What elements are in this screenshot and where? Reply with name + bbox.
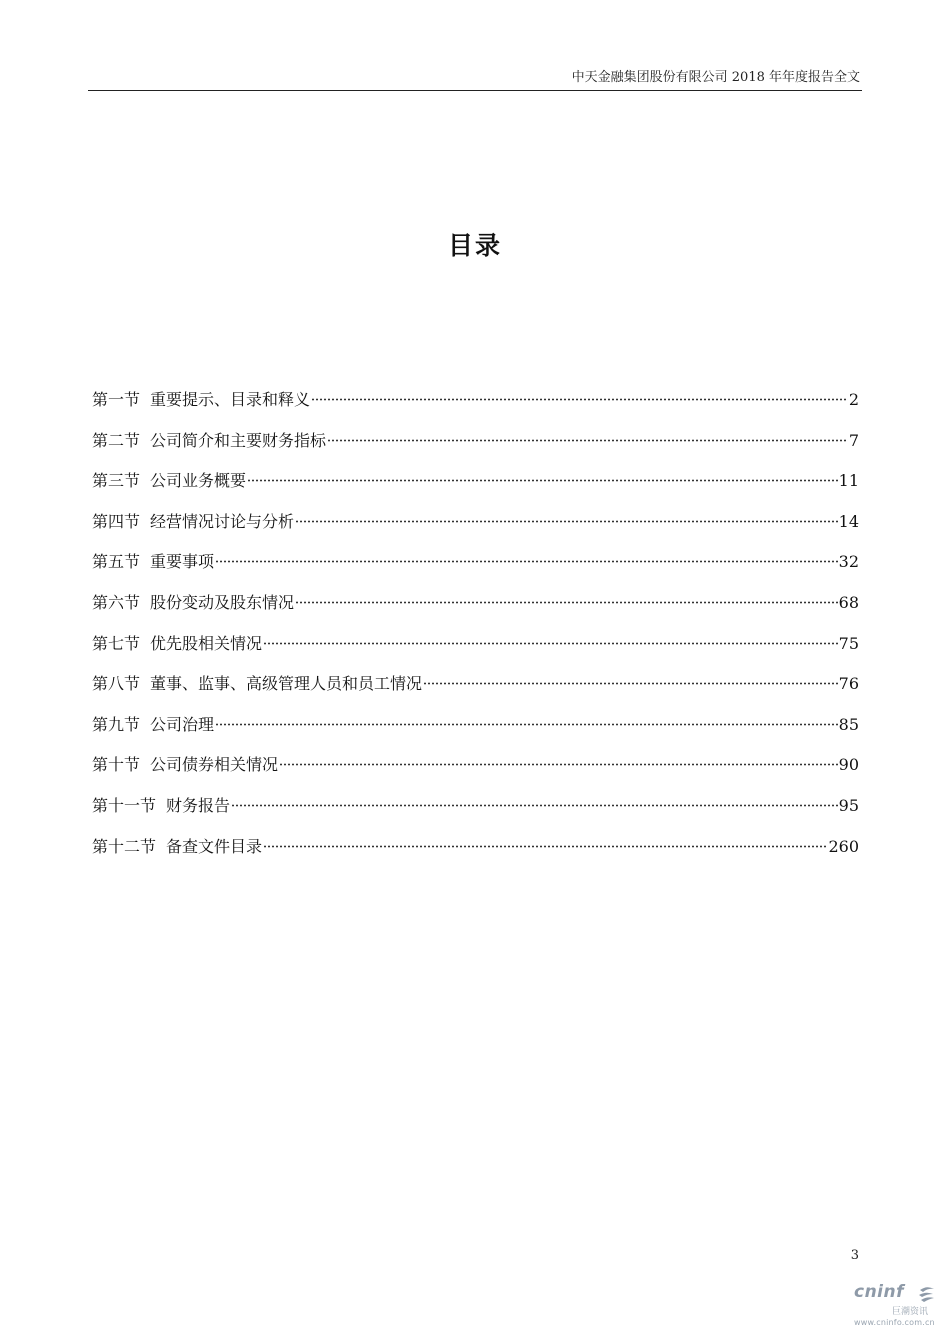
- watermark-cn-name: 巨潮资讯: [892, 1307, 929, 1317]
- toc-page-number: 75: [838, 633, 859, 653]
- toc-page-number: 7: [848, 430, 859, 450]
- toc-dot-leader: [311, 398, 848, 401]
- toc-page-number: 90: [838, 755, 859, 775]
- toc-page-number: 11: [838, 471, 859, 491]
- toc-entry[interactable]: [92, 386, 859, 427]
- toc-section-number: 第十二节: [92, 836, 157, 856]
- toc-page-number: 260: [828, 836, 859, 856]
- toc-page-number: 76: [838, 674, 859, 694]
- toc-entry[interactable]: [92, 630, 859, 671]
- toc-dot-leader: [263, 845, 827, 848]
- toc-section-number: 第四节: [92, 511, 141, 531]
- toc-section-number: 第七节: [92, 633, 141, 653]
- toc-section-title: 公司简介和主要财务指标: [150, 430, 327, 450]
- footer-page-number: 3: [850, 1248, 859, 1263]
- toc-entry[interactable]: [92, 711, 859, 752]
- toc-page-number: 85: [838, 714, 859, 734]
- toc-section-number: 第一节: [92, 390, 141, 409]
- toc-dot-leader: [423, 682, 838, 685]
- toc-section-title: 备查文件目录: [166, 836, 263, 856]
- page-title: 目录: [447, 231, 502, 260]
- toc-dot-leader: [295, 601, 838, 604]
- cninfo-swirl-icon: [917, 1285, 937, 1303]
- toc-dot-leader: [215, 723, 838, 726]
- toc-dot-leader: [279, 763, 838, 766]
- watermark-logo-text: cninf: [854, 1282, 905, 1302]
- table-of-contents: [92, 386, 859, 873]
- toc-section-number: 第十一节: [92, 795, 157, 815]
- toc-section-number: 第六节: [92, 592, 141, 612]
- header-text: 中天金融集团股份有限公司 2018 年年度报告全文: [571, 70, 860, 85]
- toc-page-number: 2: [848, 390, 859, 409]
- watermark-url: www.cninfo.com.cn: [854, 1318, 935, 1327]
- toc-section-title: 优先股相关情况: [150, 633, 263, 653]
- toc-section-number: 第九节: [92, 714, 141, 734]
- toc-entry[interactable]: [92, 589, 859, 630]
- toc-dot-leader: [215, 560, 838, 563]
- toc-entry[interactable]: [92, 467, 859, 508]
- toc-page-number: 95: [838, 795, 859, 815]
- toc-dot-leader: [247, 479, 838, 482]
- toc-dot-leader: [263, 642, 838, 645]
- page-header: [88, 64, 862, 91]
- toc-entry[interactable]: [92, 670, 859, 711]
- toc-section-title: 董事、监事、高级管理人员和员工情况: [150, 674, 423, 694]
- toc-section-title: 经营情况讨论与分析: [150, 511, 295, 531]
- toc-section-title: 财务报告: [166, 795, 231, 815]
- toc-section-title: 重要事项: [150, 552, 215, 572]
- toc-section-number: 第二节: [92, 430, 141, 450]
- toc-section-number: 第三节: [92, 471, 141, 491]
- toc-section-number: 第十节: [92, 755, 141, 775]
- toc-entry[interactable]: [92, 548, 859, 589]
- toc-section-title: 公司债券相关情况: [150, 755, 279, 775]
- toc-entry[interactable]: [92, 792, 859, 833]
- toc-entry[interactable]: [92, 508, 859, 549]
- toc-page-number: 32: [838, 552, 859, 572]
- toc-dot-leader: [295, 520, 838, 523]
- toc-dot-leader: [327, 439, 848, 442]
- toc-dot-leader: [231, 804, 838, 807]
- toc-section-number: 第五节: [92, 552, 141, 572]
- toc-entry[interactable]: [92, 751, 859, 792]
- toc-page-number: 68: [838, 592, 859, 612]
- toc-section-title: 公司治理: [150, 714, 215, 734]
- cninfo-watermark: [854, 1282, 942, 1334]
- toc-entry[interactable]: [92, 427, 859, 468]
- toc-section-number: 第八节: [92, 674, 141, 694]
- toc-entry[interactable]: [92, 833, 859, 874]
- toc-page-number: 14: [838, 511, 859, 531]
- toc-section-title: 重要提示、目录和释义: [150, 390, 311, 409]
- toc-section-title: 股份变动及股东情况: [150, 592, 295, 612]
- toc-section-title: 公司业务概要: [150, 471, 247, 491]
